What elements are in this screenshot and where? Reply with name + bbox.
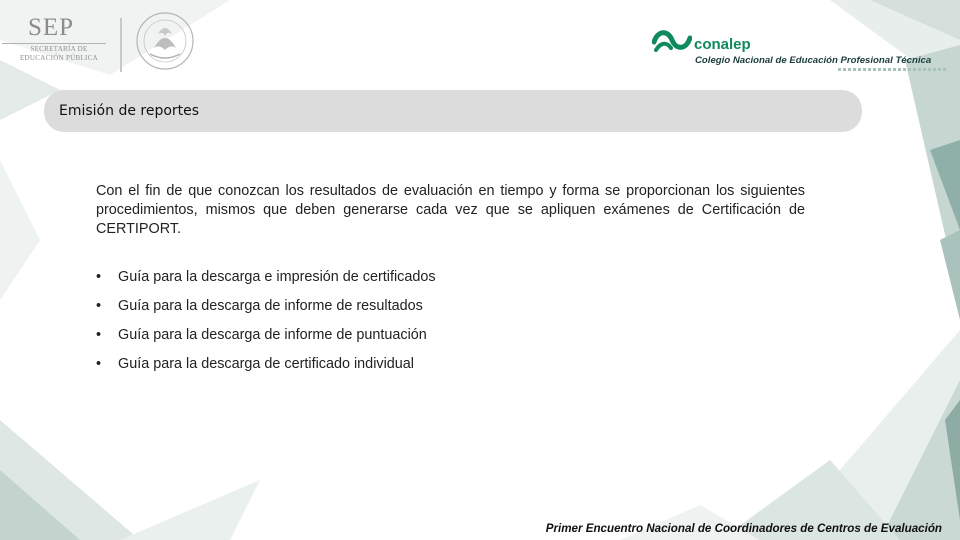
list-item bbox=[96, 326, 696, 355]
slide-title: Emisión de reportes bbox=[59, 103, 200, 119]
procedure-text: Guía para la descarga de informe de resultados bbox=[118, 298, 423, 314]
conalep-tagline-decoration bbox=[838, 68, 948, 71]
conalep-wave-logo-icon bbox=[652, 28, 692, 54]
procedure-text: Guía para la descarga e impresión de certificados bbox=[118, 269, 436, 285]
conalep-logo bbox=[652, 28, 952, 76]
sep-wordmark: SEP bbox=[28, 14, 75, 41]
sep-subtitle-line1: SECRETARÍA DE bbox=[30, 45, 88, 53]
procedure-text: Guía para la descarga de certificado individual bbox=[118, 356, 414, 372]
sep-subtitle-line2: EDUCACIÓN PÚBLICA bbox=[19, 54, 99, 62]
list-item bbox=[96, 268, 696, 297]
procedure-text: Guía para la descarga de informe de puntuación bbox=[118, 327, 427, 343]
slide-footer: Primer Encuentro Nacional de Coordinadores de Centros de Evaluación bbox=[545, 522, 942, 535]
sep-divider bbox=[120, 18, 122, 72]
sep-logo bbox=[0, 10, 200, 74]
slide-title-bar bbox=[44, 90, 862, 132]
bullet-icon: • bbox=[96, 298, 102, 314]
bullet-icon: • bbox=[96, 269, 102, 285]
mexican-coat-of-arms-seal-icon bbox=[134, 10, 196, 72]
intro-paragraph: Con el fin de que conozcan los resultados de evaluación en tiempo y forma se proporcionan los siguientes procedimientos, mismos que deben generarse cada vez que se apliquen exámenes de Certificación de CERTIPORT. bbox=[96, 183, 805, 237]
conalep-wordmark: conalep bbox=[694, 36, 751, 53]
list-item bbox=[96, 355, 696, 384]
conalep-full-name: Colegio Nacional de Educación Profesional Técnica bbox=[695, 55, 932, 66]
sep-rule bbox=[2, 43, 106, 44]
list-item bbox=[96, 297, 696, 326]
procedures-list bbox=[96, 268, 696, 384]
bullet-icon: • bbox=[96, 356, 102, 372]
sep-subtitle bbox=[14, 45, 104, 63]
bullet-icon: • bbox=[96, 327, 102, 343]
